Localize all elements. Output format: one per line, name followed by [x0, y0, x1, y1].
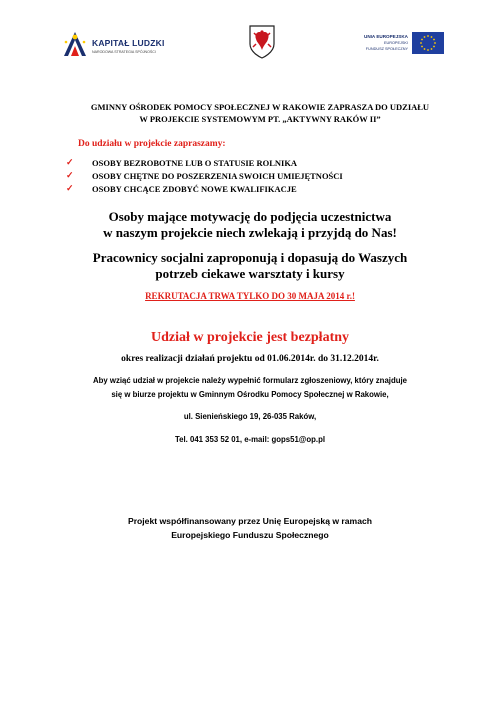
list-item [66, 171, 426, 184]
eu-logo-line2: EUROPEJSKI [383, 41, 408, 45]
checkmark-icon: ✓ [66, 157, 74, 167]
list-item [66, 184, 426, 197]
kapital-ludzki-mark-icon [62, 30, 88, 58]
list-item [66, 158, 426, 171]
heading-line-2: W PROJEKCIE SYSTEMOWYM PT. „AKTYWNY RAKÓW II” [139, 114, 381, 124]
eu-flag-icon [412, 32, 444, 54]
eu-logo-line1: UNIA EUROPEJSKA [364, 34, 408, 39]
recruitment-deadline: REKRUTACJA TRWA TYLKO DO 30 MAJA 2014 r.! [145, 291, 355, 301]
eu-logo-line3: FUNDUSZ SPOŁECZNY [365, 47, 408, 51]
motivation-line-4: potrzeb ciekawe warsztaty i kursy [155, 266, 345, 281]
motivation-line-1: Osoby mające motywację do podjęcia uczestnictwa [108, 209, 392, 224]
motivation-line-2: w naszym projekcie niech zwlekają i przyjdą do Nas! [103, 225, 397, 240]
list-item-text: OSOBY BEZROBOTNE LUB O STATUSIE ROLNIKA [92, 158, 298, 168]
checkmark-icon: ✓ [66, 183, 74, 193]
free-participation-heading: Udział w projekcie jest bezpłatny [150, 330, 350, 345]
kapital-ludzki-subtitle: NARODOWA STRATEGIA SPÓJNOŚCI [92, 50, 156, 54]
footer-line-2: Europejskiego Funduszu Społecznego [171, 530, 329, 540]
address: ul. Sienieńskiego 19, 26-035 Raków, [183, 412, 317, 421]
target-list [66, 158, 426, 197]
project-period: okres realizacji działań projektu od 01.06.2014r. do 31.12.2014r. [121, 354, 379, 364]
coat-of-arms-icon [248, 24, 276, 60]
invite-text: Do udziału w projekcie zapraszamy: [78, 139, 226, 149]
info-line-2: się w biurze projektu w Gminnym Ośrodku Pomocy Społecznej w Rakowie, [111, 390, 389, 399]
list-item-text: OSOBY CHĘTNE DO POSZERZENIA SWOICH UMIEJĘTNOŚCI [92, 171, 343, 181]
list-item-text: OSOBY CHCĄCE ZDOBYĆ NOWE KWALIFIKACJE [92, 184, 297, 194]
checkmark-icon: ✓ [66, 170, 74, 180]
eu-logo [352, 32, 444, 58]
kapital-ludzki-title: KAPITAŁ LUDZKI [92, 38, 165, 48]
info-line-1: Aby wziąć udział w projekcie należy wypełnić formularz zgłoszeniowy, który znajduje [93, 376, 407, 385]
kapital-ludzki-logo [62, 28, 172, 62]
footer-line-1: Projekt współfinansowany przez Unię Europejską w ramach [127, 516, 373, 526]
motivation-line-3: Pracownicy socjalni zaproponują i dopasują do Waszych [92, 250, 408, 265]
contact-info: Tel. 041 353 52 01, e-mail: gops51@op.pl [174, 435, 326, 444]
heading-line-1: GMINNY OŚRODEK POMOCY SPOŁECZNEJ W RAKOWIE ZAPRASZA DO UDZIAŁU [90, 102, 430, 112]
